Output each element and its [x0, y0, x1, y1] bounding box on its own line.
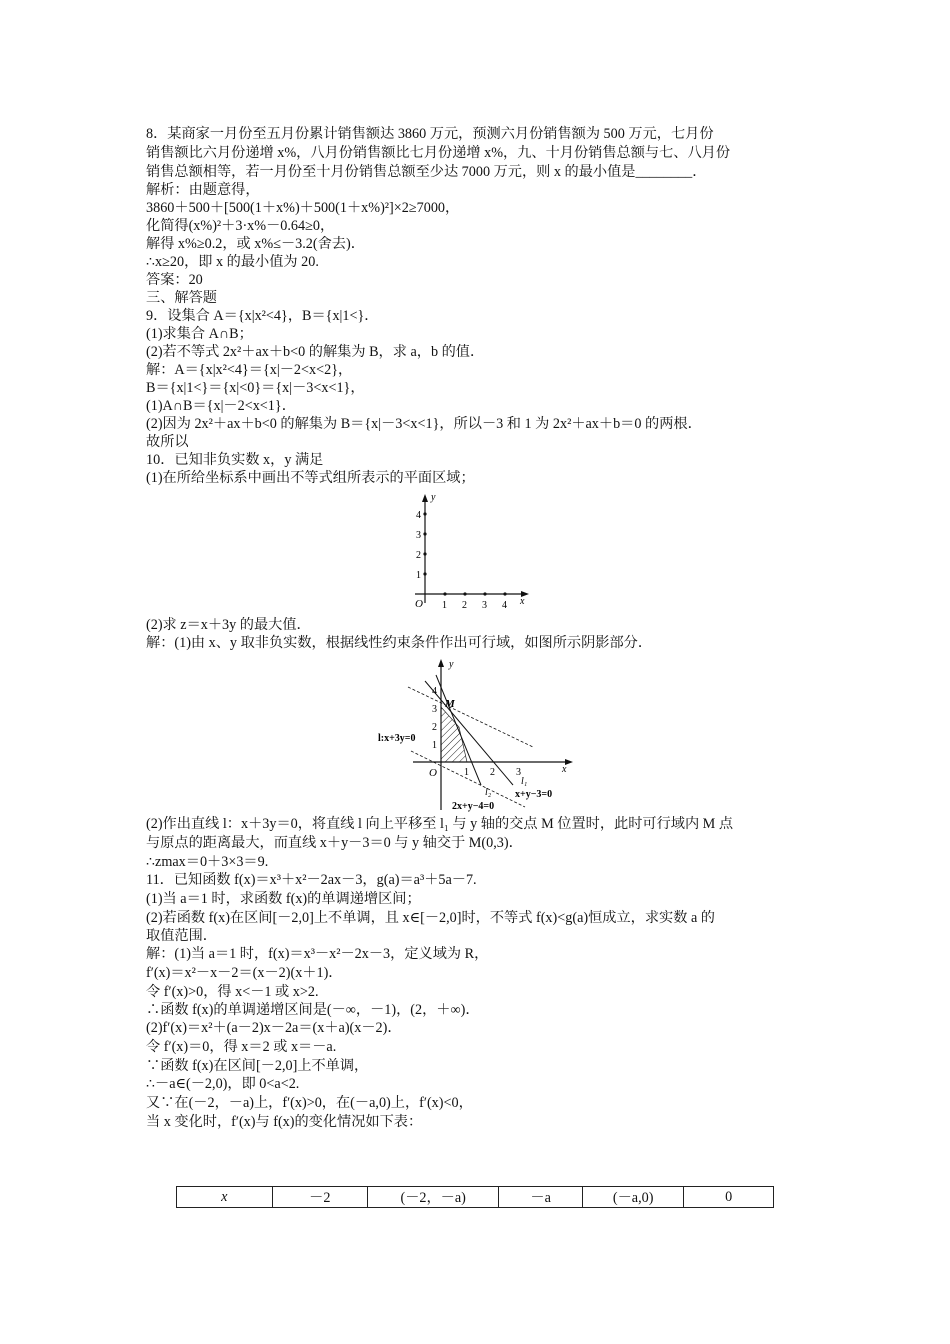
- section-heading: 三、解答题: [146, 290, 217, 306]
- line-l1: [425, 681, 513, 785]
- y-axis-label: y: [449, 659, 454, 670]
- q11-range-a: ∴－a∈(－2,0)，即 0<a<2.: [146, 1076, 300, 1092]
- x-tick-dot: [503, 592, 506, 595]
- x-tick-dot: [443, 592, 446, 595]
- q8-line-1: 8．某商家一月份至五月份累计销售额达 3860 万元，预测六月份销售额为 500 万元，七月份: [146, 126, 714, 142]
- q11-part-2a: (2)若函数 f(x)在区间[－2,0]上不单调，且 x∈[－2,0]时，不等式 f(x)<g(a)恒成立，求实数 a 的: [146, 910, 715, 926]
- table-cell: x: [177, 1187, 273, 1208]
- variation-table: [176, 1186, 774, 1208]
- y-tick-label: 2: [432, 722, 437, 733]
- table-cell: －2: [272, 1187, 368, 1208]
- x-axis-label: x: [520, 596, 525, 607]
- q9-solution-b: B＝{x|1<}＝{x|<0}＝{x|－3<x<1}，: [146, 380, 365, 396]
- dashed-line-upper: [408, 687, 533, 747]
- l2-equation: 2x+y−4=0: [452, 801, 495, 812]
- y-tick-label: 3: [416, 530, 421, 541]
- line-l2-label: l₂: [485, 787, 492, 798]
- q9-solution-a: 解：A＝{x|x²<4}＝{x|－2<x<2}，: [146, 362, 353, 378]
- q11-part-2b: 取值范围．: [146, 928, 217, 944]
- q11-line-1: 11．已知函数 f(x)＝x³＋x²－2ax－3，g(a)＝a³＋5a－7.: [146, 872, 477, 888]
- x-tick-label: 2: [490, 767, 495, 778]
- table-cell: (－2，－a): [368, 1187, 499, 1208]
- y-tick-label: 4: [416, 510, 421, 521]
- q9-line-1: 9．设集合 A＝{x|x²<4}，B＝{x|1<}．: [146, 308, 379, 324]
- y-axis-arrow: [422, 494, 428, 502]
- y-tick-dot: [423, 532, 426, 535]
- q8-equation: 3860＋500＋[500(1＋x%)＋500(1＋x%)²]×2≥7000，: [146, 200, 460, 216]
- q8-line-3: 销售总额相等，若一月份至十月份销售总额至少达 7000 万元，则 x 的最小值是________．: [146, 164, 707, 180]
- q11-part-1: (1)当 a＝1 时，求函数 f(x)的单调递增区间；: [146, 891, 421, 907]
- q8-answer: 答案：20: [146, 272, 203, 288]
- table-cell: －a: [499, 1187, 583, 1208]
- q11-solution-1: 解：(1)当 a＝1 时，f(x)＝x³－x²－2x－3，定义域为 R，: [146, 946, 489, 962]
- y-tick-label: 4: [432, 686, 437, 697]
- x-tick-dot: [463, 592, 466, 595]
- x-tick-label: 3: [516, 767, 521, 778]
- q10-solution-2b: 与原点的距离最大，而直线 x＋y－3＝0 与 y 轴交于 M(0,3)．: [146, 835, 523, 851]
- line-l1-label: l₁: [521, 776, 528, 787]
- x-tick-dot: [483, 592, 486, 595]
- table-cell: 0: [684, 1187, 774, 1208]
- y-tick-label: 3: [432, 704, 437, 715]
- q11-table-intro: 当 x 变化时，f′(x)与 f(x)的变化情况如下表：: [146, 1114, 423, 1130]
- q10-solution-2c: ∴zmax＝0＋3×3＝9.: [146, 854, 269, 870]
- q10-part-1: (1)在所给坐标系中画出不等式组所表示的平面区域；: [146, 470, 475, 486]
- y-tick-dot: [423, 552, 426, 555]
- table-cell: (－a,0): [582, 1187, 683, 1208]
- q8-solution-intro: 解析：由题意得，: [146, 182, 260, 198]
- q8-simplified: 化简得(x%)²＋3·x%－0.64≥0，: [146, 218, 335, 234]
- q9-solution-2: (2)因为 2x²＋ax＋b<0 的解集为 B＝{x|－3<x<1}，所以－3 和 1 为 2x²＋ax＋b＝0 的两根．: [146, 416, 702, 432]
- q10-solution-1: 解：(1)由 x、y 取非负实数，根据线性约束条件作出可行域，如图所示阴影部分．: [146, 635, 653, 651]
- q8-conclusion: ∴x≥20，即 x 的最小值为 20.: [146, 254, 319, 270]
- q9-part-1: (1)求集合 A∩B；: [146, 326, 253, 342]
- origin-label: O: [429, 767, 437, 779]
- y-axis-label: y: [431, 492, 436, 503]
- q11-interval: ∴函数 f(x)的单调递增区间是(－∞，－1)，(2，＋∞)．: [146, 1002, 480, 1018]
- table-row: [177, 1187, 774, 1208]
- q8-line-2: 销售额比六月份递增 x%，八月份销售额比七月份递增 x%，九、十月份销售总额与七、八月份: [146, 145, 731, 161]
- x-tick-label: 1: [442, 600, 447, 611]
- blank-coordinate-graph: [405, 490, 535, 615]
- q11-solution-2: (2)f′(x)＝x²＋(a－2)x－2a＝(x＋a)(x－2)．: [146, 1020, 402, 1036]
- q11-condition: 令 f′(x)>0，得 x<－1 或 x>2.: [146, 984, 319, 1000]
- q11-roots: 令 f′(x)＝0，得 x＝2 或 x＝－a.: [146, 1039, 337, 1055]
- q11-not-monotonic: ∵函数 f(x)在区间[－2,0]上不单调，: [146, 1058, 369, 1074]
- y-axis-arrow: [438, 659, 444, 667]
- q10-solution-2a: (2)作出直线 l：x＋3y＝0，将直线 l 向上平移至 l₁ 与 y 轴的交点 M 位置时，此时可行域内 M 点: [146, 816, 734, 832]
- x-tick-label: 3: [482, 600, 487, 611]
- line-l-label: l:x+3y=0: [378, 733, 416, 744]
- x-tick-label: 1: [464, 767, 469, 778]
- feasible-region-graph: [375, 655, 580, 813]
- q11-derivative: f′(x)＝x²－x－2＝(x－2)(x＋1)．: [146, 965, 343, 981]
- q9-solution-3: 故所以: [146, 434, 189, 450]
- y-tick-label: 1: [432, 740, 437, 751]
- x-tick-label: 4: [502, 600, 507, 611]
- x-axis-label: x: [562, 764, 567, 775]
- q11-sign: 又∵在(－2，－a)上，f′(x)>0，在(－a,0)上，f′(x)<0，: [146, 1095, 473, 1111]
- x-tick-label: 2: [462, 600, 467, 611]
- y-tick-dot: [423, 572, 426, 575]
- y-tick-dot: [423, 512, 426, 515]
- origin-label: O: [415, 598, 423, 610]
- q10-part-2: (2)求 z＝x＋3y 的最大值．: [146, 617, 311, 633]
- y-tick-label: 1: [416, 570, 421, 581]
- q9-solution-1: (1)A∩B＝{x|－2<x<1}．: [146, 398, 296, 414]
- q8-solved: 解得 x%≥0.2，或 x%≤－3.2(舍去)．: [146, 236, 365, 252]
- l1-equation: x+y−3=0: [515, 789, 553, 800]
- point-m-label: M: [445, 698, 455, 710]
- q10-line-1: 10．已知非负实数 x，y 满足: [146, 452, 324, 468]
- q9-part-2: (2)若不等式 2x²＋ax＋b<0 的解集为 B，求 a，b 的值．: [146, 344, 485, 360]
- y-tick-label: 2: [416, 550, 421, 561]
